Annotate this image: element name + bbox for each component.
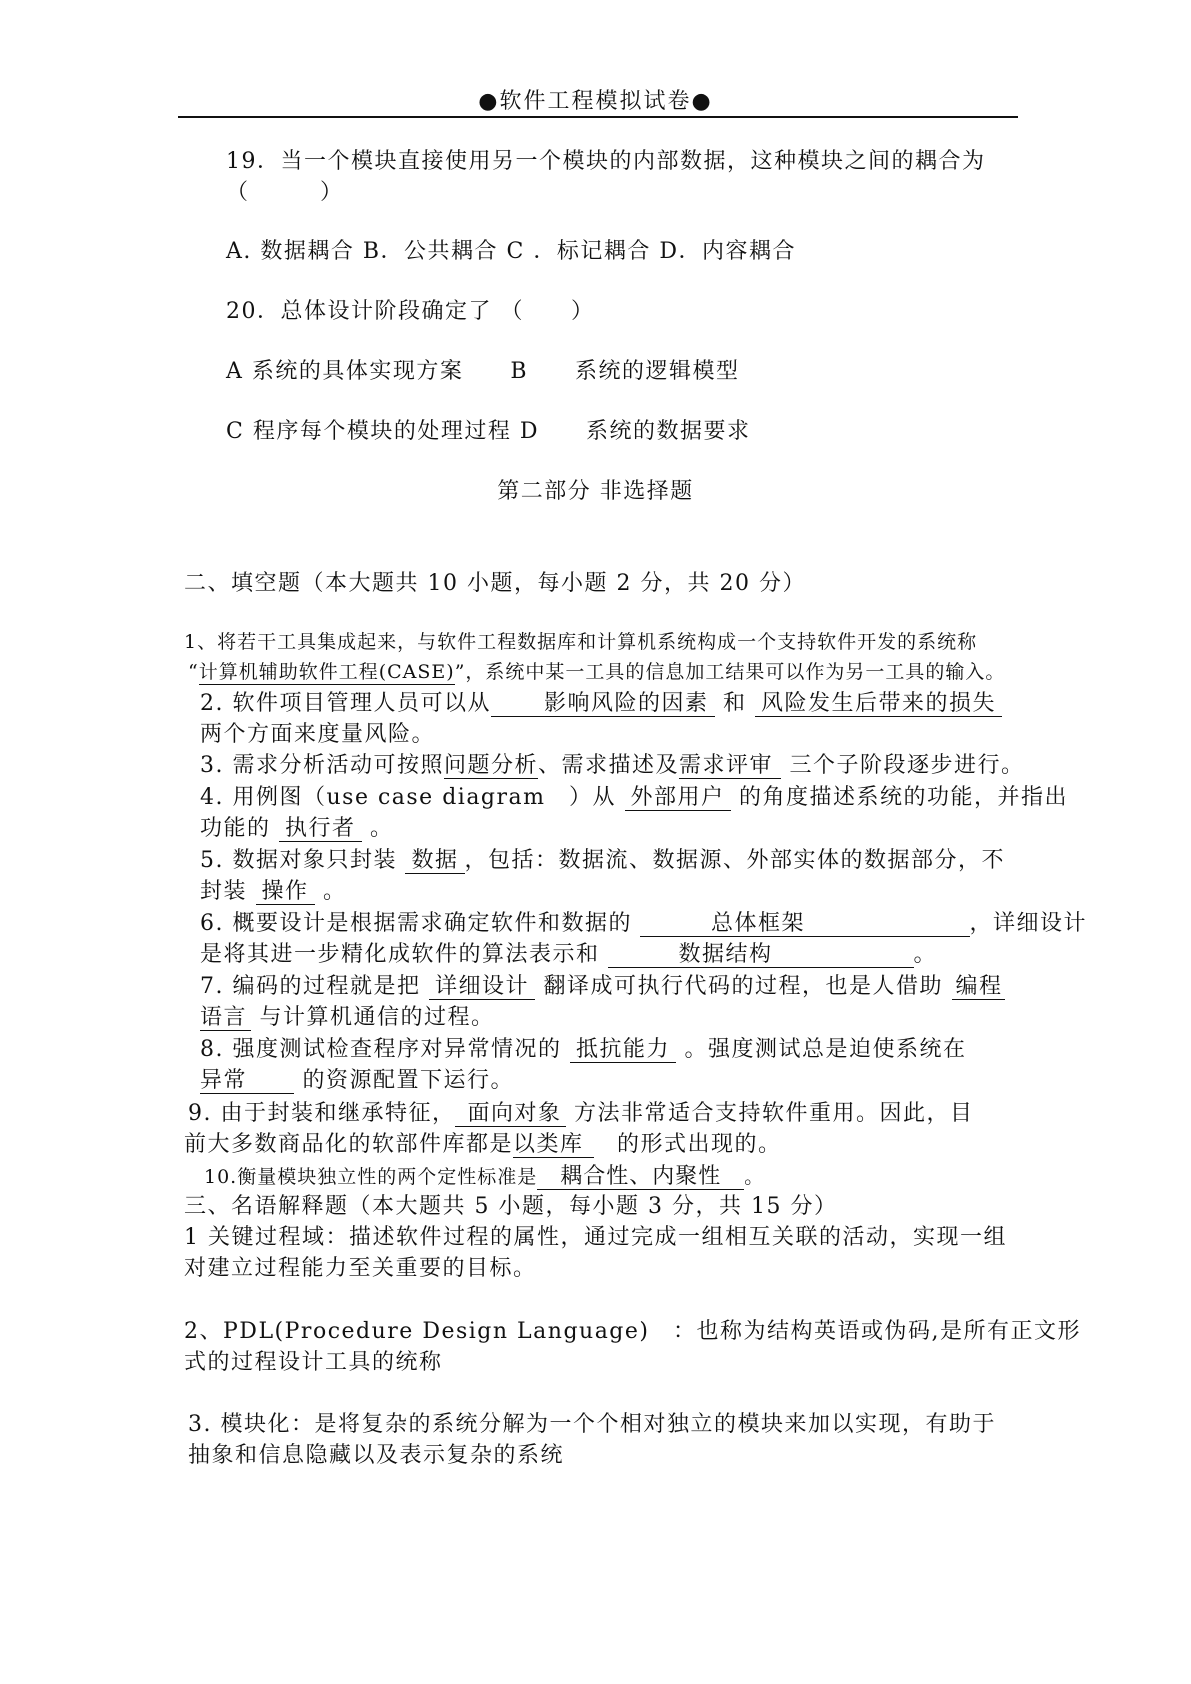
fill-q9-end: 的形式出现的。: [593, 1132, 782, 1157]
fill-q3-answer-1: 问题分析: [443, 753, 538, 778]
fill-q5-line2: [200, 874, 347, 905]
fill-q10-prefix: 10.衡量模块独立性的两个定性标准是: [204, 1166, 538, 1188]
header-rule: [178, 116, 1018, 118]
fill-q8-line2: [200, 1063, 514, 1094]
fill-q7-line1: [200, 969, 1005, 1000]
fill-q8-mid: 。强度测试总是迫使系统在: [676, 1037, 967, 1062]
fill-q2-answer-2: 风险发生后带来的损失: [755, 691, 1002, 717]
q19-blank: （ ）: [226, 180, 344, 205]
fill-q7-answer-2a: 编程: [952, 974, 1005, 1000]
fill-q6-line1: [200, 906, 1087, 937]
fill-q9-answer-1: 面向对象: [455, 1101, 565, 1127]
fill-q1-answer: 计算机辅助软件工程(CASE): [198, 661, 455, 683]
fill-q7-rest: 与计算机通信的过程。: [251, 1005, 495, 1030]
fill-q10-line: [204, 1162, 764, 1190]
fill-q1-line1: 1、将若干工具集成起来，与软件工程数据库和计算机系统构成一个支持软件开发的系统称: [184, 631, 978, 653]
term-1-line2: 对建立过程能力至关重要的目标。: [184, 1256, 537, 1281]
fill-q5-prefix: 5. 数据对象只封装: [200, 848, 406, 873]
q19-stem: 19．当一个模块直接使用另一个模块的内部数据，这种模块之间的耦合为: [226, 149, 986, 174]
fill-q2-mid: 和: [714, 691, 755, 716]
q19-options: A. 数据耦合 B．公共耦合 C ．标记耦合 D．内容耦合: [226, 239, 796, 264]
q20-options-cd: C 程序每个模块的处理过程 D 系统的数据要求: [226, 419, 751, 444]
term-1-line1: 1 关键过程域：描述软件过程的属性，通过完成一组相互关联的活动，实现一组: [184, 1225, 1007, 1250]
fill-q7-mid: 翻译成可执行代码的过程，也是人借助: [535, 974, 952, 999]
fill-q9-prefix: 9. 由于封装和继承特征，: [188, 1101, 456, 1126]
fill-q6-prefix: 6. 概要设计是根据需求确定软件和数据的: [200, 911, 641, 936]
q20-options-ab: A 系统的具体实现方案 B 系统的逻辑模型: [226, 359, 740, 384]
fill-q3-rest: 三个子阶段逐步进行。: [781, 753, 1025, 778]
fill-q7-answer-2b: 语言: [200, 1005, 251, 1031]
fill-q10-end: 。: [744, 1166, 765, 1188]
fill-q4-answer-1: 外部用户: [625, 785, 731, 811]
fill-q3-prefix: 3. 需求分析活动可按照: [200, 753, 444, 778]
fill-q6-mid: ，详细设计: [969, 911, 1088, 936]
fill-q9-mid: 方法非常适合支持软件重用。因此，目: [565, 1101, 974, 1126]
term-3-line1: 3. 模块化：是将复杂的系统分解为一个个相对独立的模块来加以实现，有助于: [188, 1412, 996, 1437]
fill-q2-line1: [200, 686, 1002, 717]
q20-stem: 20．总体设计阶段确定了 （ ）: [226, 299, 595, 324]
page-header-title: ●软件工程模拟试卷●: [478, 89, 713, 114]
fill-q5-prefix-2: 封装: [200, 879, 256, 904]
fill-q4-line1: [200, 780, 1068, 811]
fill-q5-line1: [200, 843, 1005, 874]
fill-section-heading: 二、填空题（本大题共 10 小题，每小题 2 分，共 20 分）: [184, 571, 806, 596]
fill-q5-end: 。: [314, 879, 347, 904]
fill-q9-answer-2: 以类库: [513, 1132, 594, 1158]
fill-q7-answer-1: 详细设计: [429, 974, 535, 1000]
fill-q4-line2: [200, 811, 394, 842]
fill-q2-line2: 两个方面来度量风险。: [200, 722, 436, 747]
fill-q8-rest: 的资源配置下运行。: [294, 1068, 515, 1093]
fill-q4-prefix: 4. 用例图（use case diagram ）从: [200, 785, 625, 810]
fill-q7-line2: [200, 1000, 495, 1031]
fill-q9-line1: [188, 1096, 974, 1127]
fill-q5-mid: ，包括：数据流、数据源、外部实体的数据部分，不: [464, 848, 1006, 873]
fill-q8-answer-1: 抵抗能力: [570, 1037, 676, 1063]
fill-q4-answer-2: 执行者: [279, 816, 362, 842]
fill-q5-answer-2: 操作: [256, 879, 315, 905]
fill-q7-prefix: 7. 编码的过程就是把: [200, 974, 429, 999]
fill-q3-mid: 、需求描述及: [538, 753, 680, 778]
fill-q3-line: [200, 748, 1025, 779]
fill-q6-answer-1: 总体框架: [640, 911, 970, 936]
fill-q6-prefix-2: 是将其进一步精化成软件的算法表示和: [200, 942, 608, 967]
fill-q4-mid: 的角度描述系统的功能，并指出: [730, 785, 1069, 810]
fill-q2-answer-1: 影响风险的因素: [491, 691, 715, 717]
part-two-title: 第二部分 非选择题: [497, 479, 694, 504]
fill-q10-answer: 耦合性、内聚性: [537, 1164, 745, 1189]
terms-section-heading: 三、名语解释题（本大题共 5 小题，每小题 3 分，共 15 分）: [184, 1194, 838, 1219]
fill-q6-answer-2: 数据结构: [608, 942, 914, 967]
term-2-line2: 式的过程设计工具的统称: [184, 1350, 443, 1375]
fill-q6-end: 。: [913, 942, 938, 967]
fill-q8-line1: [200, 1032, 967, 1063]
fill-q5-answer-1: 数据: [405, 848, 464, 874]
fill-q8-answer-2: 异常: [200, 1068, 295, 1093]
fill-q6-line2: [200, 937, 937, 968]
fill-q9-prefix-2: 前大多数商品化的软部件库都是: [184, 1132, 514, 1157]
fill-q4-prefix-2: 功能的: [200, 816, 279, 841]
fill-q8-prefix: 8. 强度测试检查程序对异常情况的: [200, 1037, 570, 1062]
fill-q1-rest: ”，系统中某一工具的信息加工结果可以作为另一工具的输入。: [454, 661, 1006, 683]
fill-q4-end: 。: [361, 816, 394, 841]
term-2-line1: 2、PDL(Procedure Design Language) ：也称为结构英语或伪码,是所有正文形: [184, 1319, 1081, 1344]
fill-q1-line2: [188, 657, 1005, 685]
term-3-line2: 抽象和信息隐藏以及表示复杂的系统: [188, 1443, 565, 1468]
fill-q2-prefix: 2. 软件项目管理人员可以从: [200, 691, 491, 716]
fill-q1-open-quote: “: [188, 661, 199, 683]
fill-q9-line2: [184, 1127, 782, 1158]
fill-q3-answer-2: 需求评审: [679, 753, 781, 779]
